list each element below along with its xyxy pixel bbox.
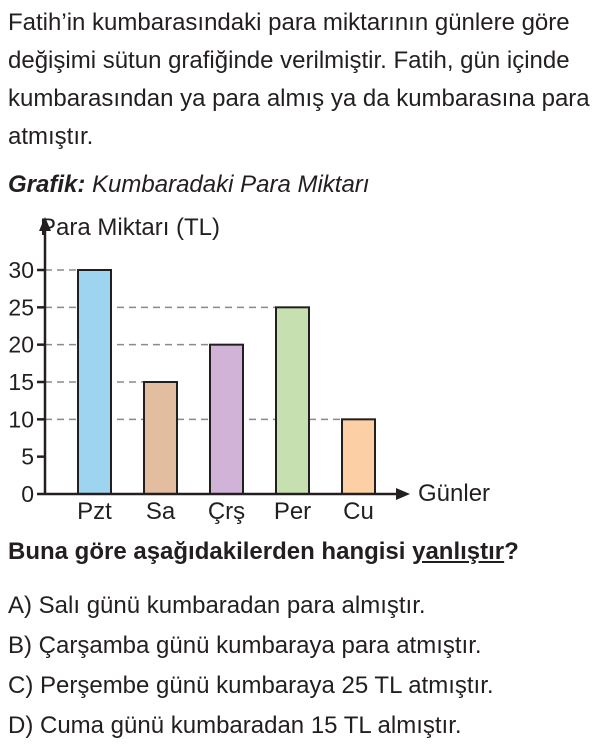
option-b[interactable]: B) Çarşamba günü kumbaraya para atmıştır.	[8, 632, 482, 659]
x-axis-title: Günler	[418, 480, 491, 507]
y-axis-title: Para Miktarı (TL)	[40, 214, 221, 241]
option-c[interactable]: C) Perşembe günü kumbaraya 25 TL atmıştır.	[8, 672, 494, 699]
caption-label: Grafik:	[8, 171, 86, 198]
x-tick-label: Per	[273, 498, 312, 525]
y-tick-label: 0	[21, 481, 34, 507]
y-tick-label: 5	[21, 443, 34, 470]
y-tick-label: 15	[8, 369, 34, 395]
x-axis-arrow-icon	[396, 488, 410, 500]
y-tick-label: 10	[8, 406, 34, 433]
x-tick-label: Çrş	[207, 498, 246, 525]
bar-Sa	[144, 382, 177, 494]
answer-options	[8, 586, 494, 746]
question-intro: Fatih’in kumbarasındaki para miktarının günlere göre değişimi sütun grafiğinde verilmiştir. Fatih, gün içinde kumbarasından ya para almış ya da kumbarasına para atmıştır.	[8, 9, 590, 150]
prompt-text: Buna göre aşağıdakilerden hangisi	[8, 538, 413, 565]
prompt-end: ?	[504, 538, 519, 565]
y-tick-label: 20	[8, 331, 34, 358]
y-tick-label: 25	[8, 294, 34, 321]
bar-chart	[0, 205, 615, 535]
caption-title: Kumbaradaki Para Miktarı	[85, 171, 370, 198]
x-tick-label: Cu	[343, 498, 374, 525]
bar-Çrş	[210, 345, 243, 494]
option-d[interactable]: D) Cuma günü kumbaradan 15 TL almıştır.	[8, 712, 462, 739]
y-tick-label: 30	[8, 257, 34, 283]
option-a[interactable]: A) Salı günü kumbaradan para almıştır.	[8, 592, 426, 619]
x-tick-label: Pzt	[77, 498, 112, 525]
bar-Cu	[342, 419, 375, 494]
bar-Pzt	[78, 270, 111, 494]
question-prompt	[8, 538, 519, 566]
prompt-emphasis: yanlıştır	[412, 538, 505, 565]
bar-Per	[276, 307, 309, 494]
chart-caption	[8, 171, 369, 199]
x-tick-label: Sa	[145, 498, 176, 525]
